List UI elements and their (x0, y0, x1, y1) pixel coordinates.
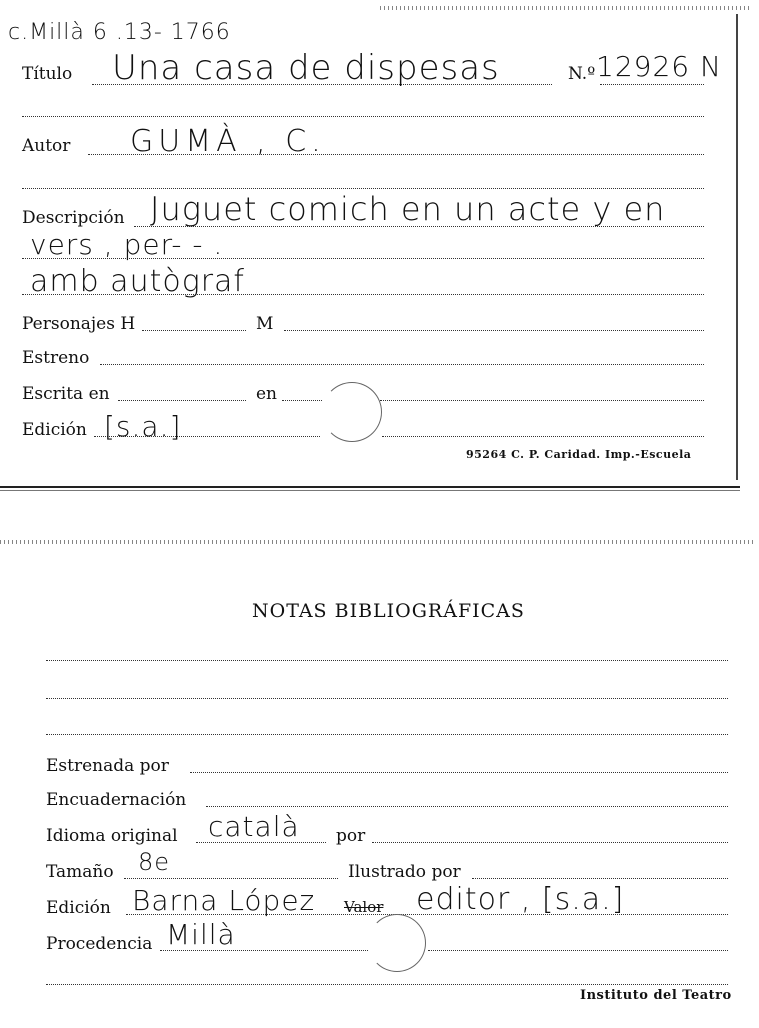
estreno-label: Estreno (22, 348, 90, 368)
blank-line (46, 734, 728, 735)
blank-line (22, 116, 704, 117)
estrenada-line (190, 772, 728, 773)
numero-label: N.º (568, 64, 596, 84)
institution-footer: Instituto del Teatro (580, 988, 732, 1003)
numero-value: 12926 N (596, 50, 722, 83)
estreno-line (100, 364, 704, 365)
procedencia-line (428, 950, 728, 951)
edicion-label: Edición (22, 420, 87, 440)
edicion-line (382, 436, 704, 437)
blank-line (46, 660, 728, 661)
numero-line (600, 84, 704, 85)
idioma-value: català (208, 810, 300, 843)
tamano-value: 8e (138, 848, 171, 876)
library-stamp (368, 914, 426, 972)
blank-line (46, 698, 728, 699)
escrita-en-label: en (256, 384, 278, 404)
procedencia-label: Procedencia (46, 934, 153, 954)
personajes-m-line (284, 330, 704, 331)
idioma-por-label: por (336, 826, 366, 846)
procedencia-value: Millà (166, 918, 236, 951)
card-edge-speckle (0, 540, 756, 544)
printer-imprint: 95264 C. P. Caridad. Imp.-Escuela (466, 448, 692, 461)
encuadernacion-label: Encuadernación (46, 790, 187, 810)
ilustrado-line (472, 878, 728, 879)
edicion-bib-label: Edición (46, 898, 111, 918)
descripcion-value-3: amb autògraf (30, 264, 245, 299)
corner-note: c.Millà 6 .13- 1766 (8, 20, 231, 45)
blank-line (46, 984, 728, 985)
autor-value: GUMÀ , C. (130, 124, 326, 159)
personajes-label: Personajes H (22, 314, 136, 334)
autor-label: Autor (22, 136, 71, 156)
escrita-en-line (380, 400, 704, 401)
escrita-en-line (282, 400, 322, 401)
titulo-value: Una casa de dispesas (112, 48, 500, 88)
valor-label: Valor (344, 898, 384, 916)
card-bottom-edge (0, 486, 740, 488)
tamano-line (124, 878, 338, 879)
edicion-value: [s.a.] (104, 410, 182, 443)
escrita-label: Escrita en (22, 384, 110, 404)
idioma-label: Idioma original (46, 826, 178, 846)
descripcion-value-2: vers , per- - . (30, 228, 224, 261)
blank-line (22, 188, 704, 189)
escrita-line (118, 400, 246, 401)
estrenada-label: Estrenada por (46, 756, 169, 776)
descripcion-label: Descripción (22, 208, 125, 228)
idioma-por-line (372, 842, 728, 843)
titulo-label: Título (22, 64, 73, 84)
personajes-m-label: M (256, 314, 274, 334)
card-bottom-edge (0, 490, 740, 491)
library-stamp (322, 382, 382, 442)
descripcion-value-1: Juguet comich en un acte y en (150, 190, 666, 228)
edicion-bib-value: Barna López (132, 884, 316, 917)
ilustrado-label: Ilustrado por (348, 862, 461, 882)
edicion-bib-value-b: editor , [s.a.] (416, 882, 625, 917)
encuadernacion-line (206, 806, 728, 807)
notas-heading: NOTAS BIBLIOGRÁFICAS (252, 600, 525, 622)
personajes-h-line (142, 330, 246, 331)
tamano-label: Tamaño (46, 862, 114, 882)
card-edge-speckle (380, 6, 752, 10)
